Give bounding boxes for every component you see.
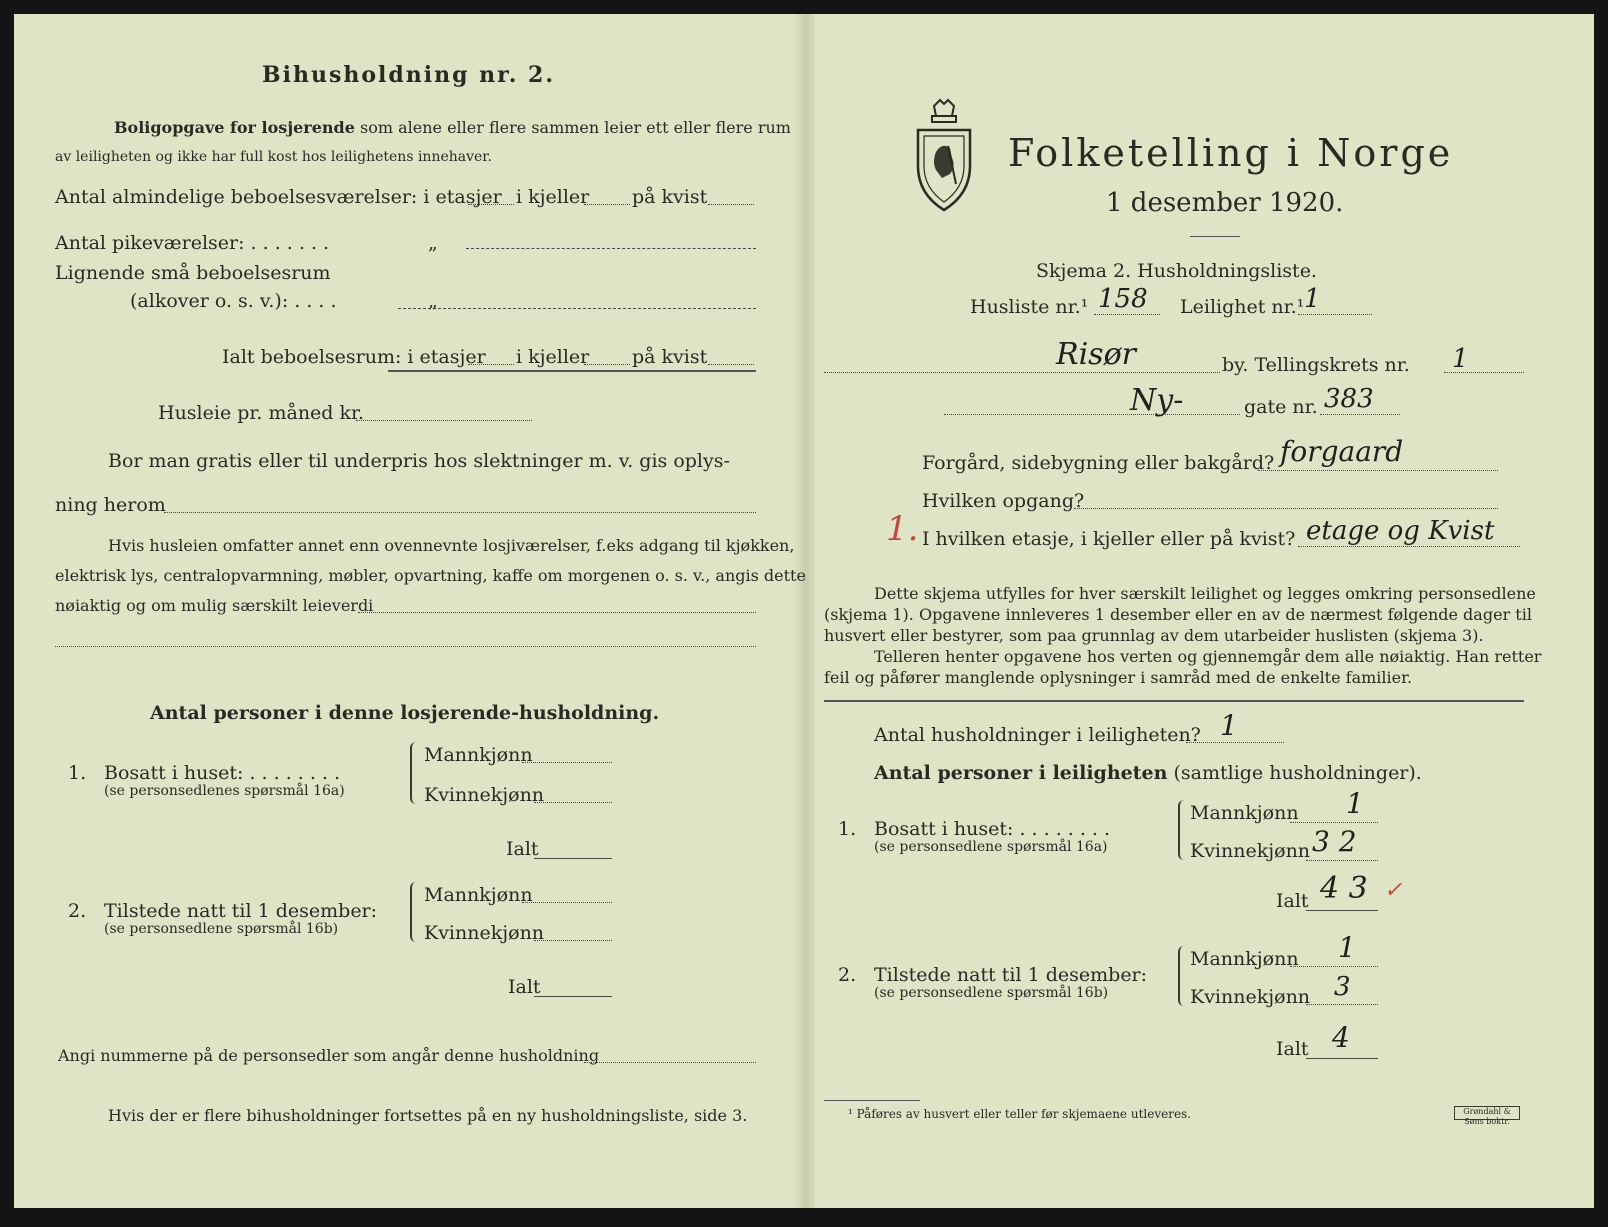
left-q2-ialt-field[interactable] xyxy=(534,996,612,997)
left-q1-label: Bosatt i huset: . . . . . . . . xyxy=(104,762,341,784)
ialt-rule xyxy=(388,370,756,372)
footnote: ¹ Påføres av husvert eller teller før skjemaene utleveres. xyxy=(848,1107,1192,1121)
left-q1-ialt-label: Ialt xyxy=(506,838,539,860)
right-q2-ialt-value[interactable]: 4 xyxy=(1332,1021,1350,1054)
left-antal-heading: Antal personer i denne losjerende-husholdning. xyxy=(150,702,660,724)
dette-line-3: husvert eller bestyrer, som paa grunnlag av dem utarbeider huslisten (skjema 3). xyxy=(824,626,1484,645)
right-q2-mann-label: Mannkjønn xyxy=(1190,948,1299,970)
page-fold xyxy=(793,14,815,1208)
right-q1-ialt-field[interactable] xyxy=(1306,910,1378,911)
antal-hush-field[interactable] xyxy=(1186,742,1284,743)
right-q1-mann-value[interactable]: 1 xyxy=(1346,787,1364,820)
lign-label-1: Lignende små beboelsesrum xyxy=(55,262,331,284)
antal-pers-heading xyxy=(874,764,1422,783)
lign-label-2: (alkover o. s. v.): . . . . xyxy=(130,290,337,312)
alm-kvist-field[interactable] xyxy=(708,204,754,205)
left-q1-brace xyxy=(410,742,420,804)
intro-line-2: av leiligheten og ikke har full kost hos leilighetens innehaver. xyxy=(55,149,492,165)
by-field[interactable] xyxy=(824,372,1220,373)
dette-line-5: feil og påfører manglende oplysninger i samråd med de enkelte familier. xyxy=(824,668,1413,687)
husliste-label: Husliste nr.¹ xyxy=(970,296,1089,318)
intro-line-1 xyxy=(114,120,791,136)
antal-pers-rest: (samtlige husholdninger). xyxy=(1173,762,1422,784)
right-q2-brace xyxy=(1178,946,1188,1006)
left-q2-kvinne-label: Kvinnekjønn xyxy=(424,922,545,944)
right-q1-mann-label: Mannkjønn xyxy=(1190,802,1299,824)
left-q2-label: Tilstede natt til 1 desember: xyxy=(104,900,378,922)
dette-line-4: Telleren henter opgavene hos verten og gjennemgår dem alle nøiaktig. Han retter xyxy=(874,647,1542,666)
right-q1-ialt-value[interactable]: 4 3 xyxy=(1320,871,1368,906)
pike-fields[interactable] xyxy=(466,248,756,249)
left-q2-mann-label: Mannkjønn xyxy=(424,884,533,906)
skjema-label: Skjema 2. Husholdningsliste. xyxy=(1036,260,1317,282)
hvis-line-2: elektrisk lys, centralopvarmning, møbler, opvartning, kaffe om morgenen o. s. v., angis dette xyxy=(55,566,806,585)
left-q2-ialt-label: Ialt xyxy=(508,976,541,998)
left-q2-num: 2. xyxy=(68,900,87,922)
opgang-field[interactable] xyxy=(1074,508,1498,509)
gate-field[interactable] xyxy=(944,414,1240,415)
forgard-label: Forgård, sidebygning eller bakgård? xyxy=(922,452,1275,474)
section-rule xyxy=(824,700,1524,702)
ialt-kvist-label: på kvist xyxy=(632,346,708,368)
alm-kvist-label: på kvist xyxy=(632,186,708,208)
forgard-field[interactable] xyxy=(1258,470,1498,471)
right-q2-kvinne-value[interactable]: 3 xyxy=(1334,972,1351,1002)
angi-field[interactable] xyxy=(584,1062,756,1063)
left-q2-sub: (se personsedlene spørsmål 16b) xyxy=(104,921,339,937)
antal-alm-label: Antal almindelige beboelsesværelser: i etasjer xyxy=(55,186,502,208)
right-q2-ialt-field[interactable] xyxy=(1306,1058,1378,1059)
left-q1-ialt-field[interactable] xyxy=(534,858,612,859)
husleie-label: Husleie pr. måned kr. xyxy=(158,402,365,424)
right-q2-mann-value[interactable]: 1 xyxy=(1338,931,1356,964)
ialt-kvist-field[interactable] xyxy=(708,364,754,365)
hvis-line-1: Hvis husleien omfatter annet enn ovennevnte losjiværelser, f.eks adgang til kjøkken, xyxy=(108,536,795,555)
alm-etasjer-field[interactable] xyxy=(468,204,514,205)
left-q1-mann-field[interactable] xyxy=(522,762,612,763)
antal-pers-bold: Antal personer i leiligheten xyxy=(874,762,1168,784)
krets-field[interactable] xyxy=(1444,372,1524,373)
hvis-line-3: nøiaktig og om mulig særskilt leieverdi xyxy=(55,596,374,615)
gate-value[interactable]: Ny- xyxy=(1130,383,1184,418)
right-q1-kvinne-field[interactable] xyxy=(1306,860,1378,861)
gratis-field[interactable] xyxy=(164,512,756,513)
alm-kjeller-field[interactable] xyxy=(584,204,630,205)
left-q1-mann-label: Mannkjønn xyxy=(424,744,533,766)
dette-line-2: (skjema 1). Opgavene innleveres 1 desember eller en av de nærmest følgende dager til xyxy=(824,605,1532,624)
intro-rest: som alene eller flere sammen leier ett eller flere rum xyxy=(359,118,791,137)
ialt-kjeller-label: i kjeller xyxy=(516,346,590,368)
gate-nr-value[interactable]: 383 xyxy=(1324,384,1374,414)
pike-label: Antal pikeværelser: . . . . . . . xyxy=(55,232,330,254)
right-q1-brace xyxy=(1178,800,1188,860)
left-q1-num: 1. xyxy=(68,762,87,784)
printer-stamp: Grøndahl & Søns boktr. xyxy=(1454,1106,1520,1120)
coat-of-arms-icon xyxy=(912,96,976,216)
gratis-line-1: Bor man gratis eller til underpris hos slektninger m. v. gis oplys- xyxy=(108,450,730,472)
left-title: Bihusholdning nr. 2. xyxy=(262,62,555,88)
flere-note: Hvis der er flere bihusholdninger fortsettes på en ny husholdningsliste, side 3. xyxy=(108,1106,748,1125)
gratis-line-2: ning herom xyxy=(55,494,166,516)
right-q2-kvinne-label: Kvinnekjønn xyxy=(1190,986,1311,1008)
right-q1-mann-field[interactable] xyxy=(1290,822,1378,823)
etasje-value[interactable]: etage og Kvist xyxy=(1306,516,1495,546)
left-q1-kvinne-label: Kvinnekjønn xyxy=(424,784,545,806)
right-q1-label: Bosatt i huset: . . . . . . . . xyxy=(874,818,1111,840)
husliste-value[interactable]: 158 xyxy=(1098,284,1148,314)
ialt-rum-label: Ialt beboelsesrum: i etasjer xyxy=(222,346,486,368)
right-q1-ialt-label: Ialt xyxy=(1276,890,1309,912)
left-q2-kvinne-field[interactable] xyxy=(534,940,612,941)
right-q2-mann-field[interactable] xyxy=(1290,966,1378,967)
husleie-field[interactable] xyxy=(356,420,532,421)
antal-hush-label: Antal husholdninger i leiligheten? xyxy=(874,724,1201,746)
by-value[interactable]: Risør xyxy=(1056,337,1136,372)
forgard-value[interactable]: forgaard xyxy=(1280,435,1404,468)
antal-hush-value[interactable]: 1 xyxy=(1220,709,1238,742)
left-q1-kvinne-field[interactable] xyxy=(534,802,612,803)
etasje-label: I hvilken etasje, i kjeller eller på kvist? xyxy=(922,528,1296,550)
right-q1-num: 1. xyxy=(838,818,857,840)
lign-fields[interactable] xyxy=(398,308,756,309)
ditto-mark-2: „ xyxy=(428,290,438,312)
right-q2-num: 2. xyxy=(838,964,857,986)
by-label: by. Tellingskrets nr. xyxy=(1222,354,1410,376)
leilighet-label: Leilighet nr.¹ xyxy=(1180,296,1305,318)
right-q1-kvinne-value[interactable]: 3 2 xyxy=(1312,825,1357,858)
krets-value[interactable]: 1 xyxy=(1452,344,1469,374)
ditto-mark: „ xyxy=(428,232,438,254)
alm-kjeller-label: i kjeller xyxy=(516,186,590,208)
husliste-field[interactable] xyxy=(1094,314,1160,315)
leieverdi-field[interactable] xyxy=(358,612,756,613)
gate-label: gate nr. xyxy=(1244,396,1318,418)
leieverdi-field-2[interactable] xyxy=(55,646,756,647)
right-q1-sub: (se personsedlene spørsmål 16a) xyxy=(874,839,1108,855)
left-q1-sub: (se personsedlenes spørsmål 16a) xyxy=(104,783,345,799)
dette-line-1: Dette skjema utfylles for hver særskilt leilighet og legges omkring personsedlene xyxy=(874,584,1536,603)
right-q2-label: Tilstede natt til 1 desember: xyxy=(874,964,1148,986)
right-q2-ialt-label: Ialt xyxy=(1276,1038,1309,1060)
gate-nr-field[interactable] xyxy=(1320,414,1400,415)
etasje-field[interactable] xyxy=(1298,546,1520,547)
right-title: Folketelling i Norge xyxy=(1008,131,1454,175)
left-q2-brace xyxy=(410,882,420,942)
ialt-etasjer-field[interactable] xyxy=(468,364,514,365)
right-q2-kvinne-field[interactable] xyxy=(1306,1004,1378,1005)
angi-label: Angi nummerne på de personsedler som angår denne husholdning xyxy=(58,1046,600,1065)
right-q2-sub: (se personsedlene spørsmål 16b) xyxy=(874,985,1109,1001)
leilighet-field[interactable] xyxy=(1298,314,1372,315)
ialt-kjeller-field[interactable] xyxy=(584,364,630,365)
intro-bold: Boligopgave for losjerende xyxy=(114,118,355,137)
title-rule xyxy=(1190,236,1240,237)
left-q2-mann-field[interactable] xyxy=(522,902,612,903)
red-mark: 1. xyxy=(886,509,919,549)
census-date: 1 desember 1920. xyxy=(1106,188,1344,218)
red-check-mark: ✓ xyxy=(1384,878,1403,903)
leilighet-value[interactable]: 1 xyxy=(1304,284,1321,314)
opgang-label: Hvilken opgang? xyxy=(922,490,1085,512)
footnote-rule xyxy=(824,1100,920,1101)
right-q1-kvinne-label: Kvinnekjønn xyxy=(1190,840,1311,862)
